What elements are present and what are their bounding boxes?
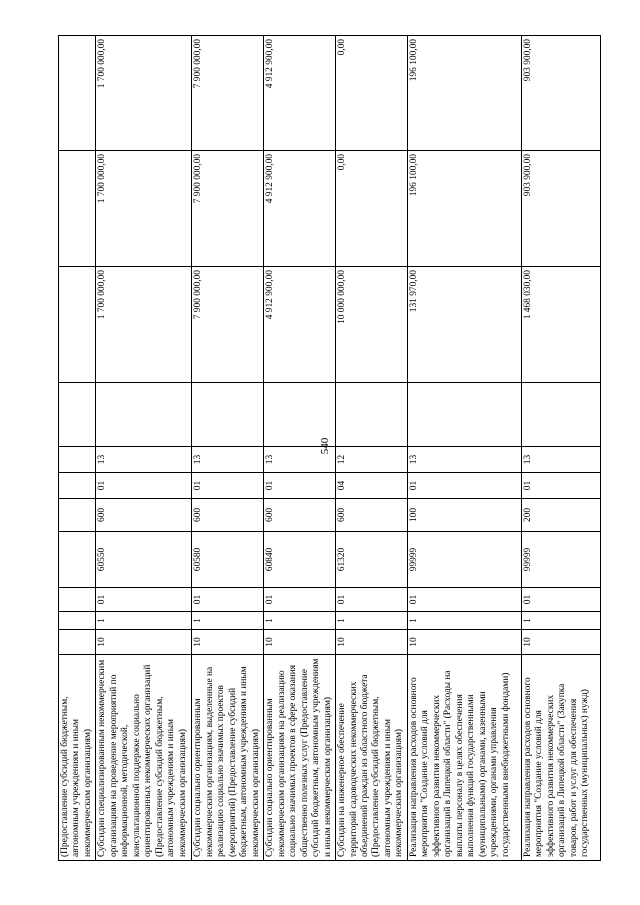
amount-cell: 903 900,00 [521, 36, 600, 151]
row-name: Субсидии социально ориентированным некоммерческим организациям на реализацию социально значимых проектов в сфере оказания общественно полезных услуг (Предоставление субсидий бюджетным, автономным учреждениям и иным некоммерческим организациям) [264, 655, 336, 861]
row-name: Субсидии на инженерное обеспечение территорий садоводческих некоммерческих объединений граждан из областного бюджета (Предоставление субсидий бюджетным, автономным учреждениям и иным некоммерческим организациям) [336, 655, 408, 861]
code-cell: 600 [336, 499, 408, 532]
amount-cell: 10 000 000,00 [336, 267, 408, 383]
amount-cell [59, 151, 96, 267]
code-cell: 10 [264, 630, 336, 655]
code-cell: 600 [264, 499, 336, 532]
code-cell: 10 [407, 630, 521, 655]
code-cell: 01 [336, 588, 408, 612]
amount-cell: 7 900 000,00 [192, 151, 264, 267]
code-cell: 60580 [192, 532, 264, 588]
row-name: (Предоставление субсидий бюджетным, автономным учреждениям и иным некоммерческим организациям) [59, 655, 96, 861]
amount-cell: 131 970,00 [407, 267, 521, 383]
code-cell: 13 [96, 447, 192, 473]
code-cell: 99999 [521, 532, 600, 588]
row-name: Реализация направления расходов основного мероприятия "Создание условий для эффективного развития некоммерческих организаций в Липецкой области" (Закупка товаров, работ и услуг для обеспечения государственных (муниципальных) нужд) [521, 655, 600, 861]
table-row [521, 36, 600, 861]
amount-cell: 903 900,00 [521, 151, 600, 267]
code-cell: 60550 [96, 532, 192, 588]
code-cell: 10 [192, 630, 264, 655]
amount-cell [59, 267, 96, 383]
code-cell: 01 [407, 473, 521, 499]
code-cell [59, 499, 96, 532]
code-cell: 600 [96, 499, 192, 532]
row-name: Субсидии социально ориентированным некоммерческим организациям, выделенные на реализацию социально значимых проектов (мероприятий) (Предоставление субсидий бюджетным, автономным учреждениям и иным некоммерческим организациям) [192, 655, 264, 861]
amount-cell: 4 912 900,00 [264, 36, 336, 151]
amount-cell: 0,00 [336, 151, 408, 267]
code-cell: 13 [192, 447, 264, 473]
amount-cell: 1 468 030,00 [521, 267, 600, 383]
code-cell [59, 630, 96, 655]
code-cell: 01 [192, 588, 264, 612]
amount-cell [59, 36, 96, 151]
amount-cell: 4 912 900,00 [264, 151, 336, 267]
amount-cell: 196 100,00 [407, 151, 521, 267]
code-cell [59, 383, 96, 447]
code-cell [59, 588, 96, 612]
code-cell: 60840 [264, 532, 336, 588]
code-cell [521, 383, 600, 447]
amount-cell: 1 700 000,00 [96, 151, 192, 267]
code-cell: 12 [336, 447, 408, 473]
code-cell: 01 [264, 473, 336, 499]
table-row [192, 36, 264, 861]
code-cell: 1 [264, 612, 336, 630]
code-cell: 01 [521, 473, 600, 499]
code-cell [59, 612, 96, 630]
amount-cell: 0,00 [336, 36, 408, 151]
amount-cell: 1 700 000,00 [96, 267, 192, 383]
table-row [407, 36, 521, 861]
code-cell [59, 532, 96, 588]
code-cell: 61320 [336, 532, 408, 588]
table-row [336, 36, 408, 861]
code-cell: 1 [407, 612, 521, 630]
code-cell: 99999 [407, 532, 521, 588]
code-cell [264, 383, 336, 447]
amount-cell: 4 912 900,00 [264, 267, 336, 383]
code-cell: 1 [336, 612, 408, 630]
budget-table-container [58, 36, 591, 861]
table-row [59, 36, 96, 861]
code-cell [407, 383, 521, 447]
code-cell: 01 [96, 588, 192, 612]
code-cell: 01 [407, 588, 521, 612]
code-cell: 1 [192, 612, 264, 630]
code-cell: 13 [521, 447, 600, 473]
table-row [264, 36, 336, 861]
code-cell: 1 [96, 612, 192, 630]
budget-table [58, 35, 601, 861]
code-cell: 100 [407, 499, 521, 532]
code-cell: 01 [96, 473, 192, 499]
amount-cell: 1 700 000,00 [96, 36, 192, 151]
amount-cell: 196 100,00 [407, 36, 521, 151]
code-cell [59, 473, 96, 499]
code-cell: 01 [521, 588, 600, 612]
row-name: Субсидии специализированным некоммерческим организациям на проведение мероприятий по информационной, методической, консультационной поддержке социально ориентированных некоммерческих организаций (Предоставление субсидий бюджетным, автономным учреждениям и иным некоммерческим организациям) [96, 655, 192, 861]
code-cell: 13 [264, 447, 336, 473]
code-cell: 10 [96, 630, 192, 655]
code-cell: 01 [192, 473, 264, 499]
amount-cell: 7 900 000,00 [192, 36, 264, 151]
code-cell: 600 [192, 499, 264, 532]
code-cell: 10 [336, 630, 408, 655]
code-cell: 13 [407, 447, 521, 473]
code-cell [59, 447, 96, 473]
code-cell [336, 383, 408, 447]
code-cell [192, 383, 264, 447]
page-number: 540 [319, 437, 331, 455]
code-cell: 04 [336, 473, 408, 499]
code-cell: 1 [521, 612, 600, 630]
amount-cell: 7 900 000,00 [192, 267, 264, 383]
code-cell: 01 [264, 588, 336, 612]
code-cell: 200 [521, 499, 600, 532]
code-cell [96, 383, 192, 447]
table-row [96, 36, 192, 861]
code-cell: 10 [521, 630, 600, 655]
row-name: Реализация направления расходов основного мероприятия "Создание условий для эффективного развития некоммерческих организаций в Липецкой области" (Расходы на выплаты персоналу в целях обеспечения выполнения функций государственными (муниципальными) органами, казенными учреждениями, органами управления государственными внебюджетными фондами) [407, 655, 521, 861]
